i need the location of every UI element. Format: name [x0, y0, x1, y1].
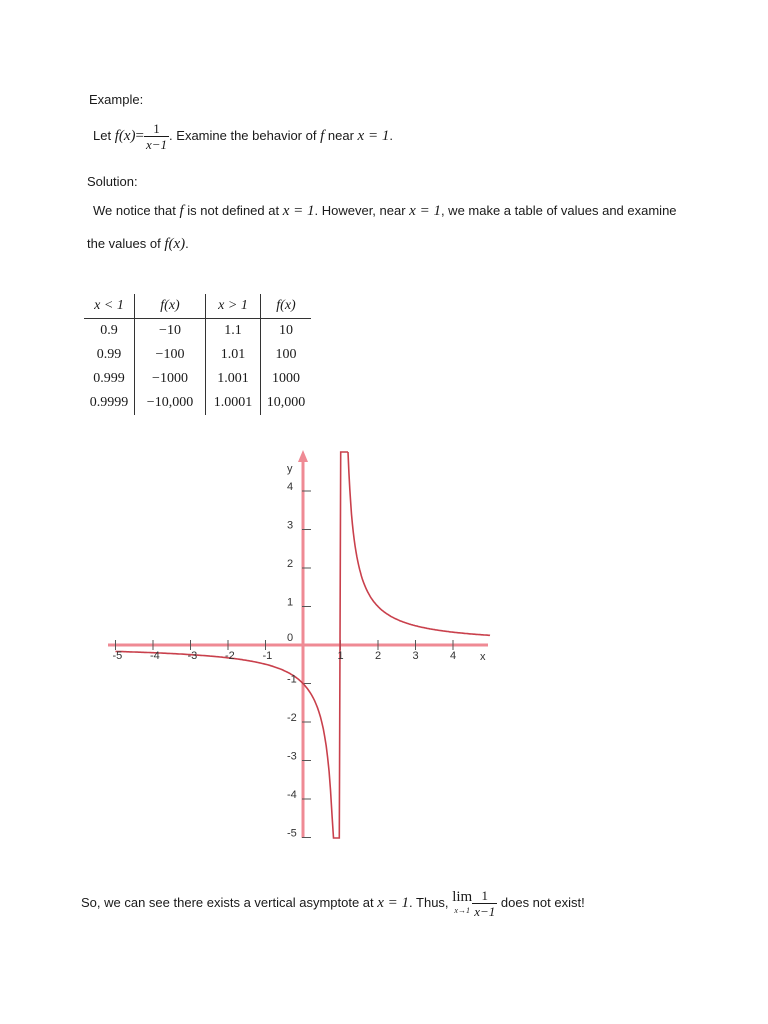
table-cell: 0.9 — [100, 323, 118, 338]
y-tick-label: -2 — [287, 712, 297, 724]
period: . — [389, 127, 393, 143]
y-tick-label: -5 — [287, 827, 297, 840]
let-word: Let — [93, 127, 112, 143]
solution-heading: Solution: — [87, 174, 138, 189]
point-x-equals-1: x = 1 — [377, 894, 410, 911]
table-cell: 1.001 — [206, 367, 261, 391]
limit-fraction — [472, 888, 497, 919]
examine-text: . Examine the behavior of — [169, 127, 317, 143]
y-axis-label: y — [287, 463, 293, 475]
y-tick-label: 3 — [287, 519, 294, 532]
graph-ticks — [116, 491, 457, 838]
y-tick-label: 0 — [287, 632, 294, 644]
table-cell: 0.99 — [96, 347, 122, 362]
header-x-greater-than-1: x > 1 — [206, 294, 261, 319]
y-axis-arrow-icon — [298, 450, 308, 462]
y-tick-label: -1 — [287, 673, 297, 686]
x-tick-label: -5 — [112, 650, 123, 662]
header-f-of-x: f(x) — [261, 294, 312, 319]
table-cell: 1.1 — [206, 319, 261, 344]
fraction-denominator: x−1 — [474, 904, 496, 919]
period: . — [185, 236, 189, 251]
point-x-equals-1: x = 1 — [357, 127, 390, 144]
paragraph-text-3: . However, near — [314, 203, 406, 218]
point-x-equals-1: x = 1 — [409, 203, 441, 219]
fraction-numerator: 1 — [472, 888, 497, 904]
y-tick-label: -4 — [287, 789, 297, 801]
table-cell: 10 — [261, 319, 312, 344]
table-cell: −1000 — [135, 367, 206, 391]
table-cell: −10 — [135, 319, 206, 344]
graph-labels — [113, 463, 487, 840]
y-tick-label: 1 — [287, 596, 294, 609]
fraction-numerator: 1 — [144, 121, 169, 137]
table-cell: 1000 — [261, 367, 312, 391]
conclusion-statement — [81, 888, 585, 919]
table-cell: 1.0001 — [206, 391, 261, 415]
function-name: f(x) — [114, 127, 136, 144]
conclusion-text-2: . Thus, — [409, 894, 449, 910]
paragraph-text-2: is not defined at — [187, 203, 280, 218]
table-cell: 1.01 — [206, 343, 261, 367]
table-cell: 0.9999 — [89, 395, 129, 410]
point-x-equals-1: x = 1 — [282, 203, 315, 219]
f-symbol: f — [179, 203, 184, 219]
f-symbol: f — [320, 127, 325, 144]
y-tick-label: 2 — [287, 558, 294, 570]
x-tick-label: -2 — [225, 650, 235, 662]
conclusion-text-1: So, we can see there exists a vertical asymptote at — [81, 894, 374, 910]
fraction-denominator: x−1 — [146, 137, 168, 152]
x-tick-label: 1 — [337, 650, 344, 662]
header-x-less-than-1: x < 1 — [84, 294, 135, 319]
table-cell: −100 — [135, 343, 206, 367]
lim-word: lim — [452, 888, 473, 905]
curve-right-branch — [348, 452, 490, 635]
equals-sign: = — [135, 127, 144, 144]
paragraph-text-1: We notice that — [93, 203, 176, 218]
limit-operator — [452, 888, 473, 917]
table-cell: 100 — [261, 343, 312, 367]
x-tick-label: 4 — [450, 650, 457, 662]
y-tick-label: 4 — [287, 481, 294, 493]
graph-axes — [108, 450, 488, 838]
lim-subscript: x→1 — [454, 905, 470, 915]
x-tick-label: 2 — [375, 650, 382, 662]
x-tick-label: 3 — [412, 650, 419, 662]
header-f-of-x: f(x) — [135, 294, 206, 319]
table-cell: 0.999 — [93, 371, 125, 386]
table-cell: 10,000 — [261, 391, 312, 415]
x-axis-label: x — [480, 651, 486, 663]
x-tick-label: -4 — [150, 650, 160, 662]
paragraph-text-5: the values of — [87, 236, 161, 251]
x-tick-label: -1 — [262, 650, 273, 662]
example-heading: Example: — [89, 92, 144, 107]
paragraph-text-4: , we make a table of values and examine — [440, 203, 677, 218]
function-name: f(x) — [164, 236, 186, 252]
x-tick-label: -3 — [187, 650, 198, 662]
y-tick-label: -3 — [287, 750, 297, 763]
conclusion-text-3: does not exist! — [500, 894, 585, 910]
table-cell: −10,000 — [135, 391, 206, 415]
near-word: near — [327, 127, 354, 143]
